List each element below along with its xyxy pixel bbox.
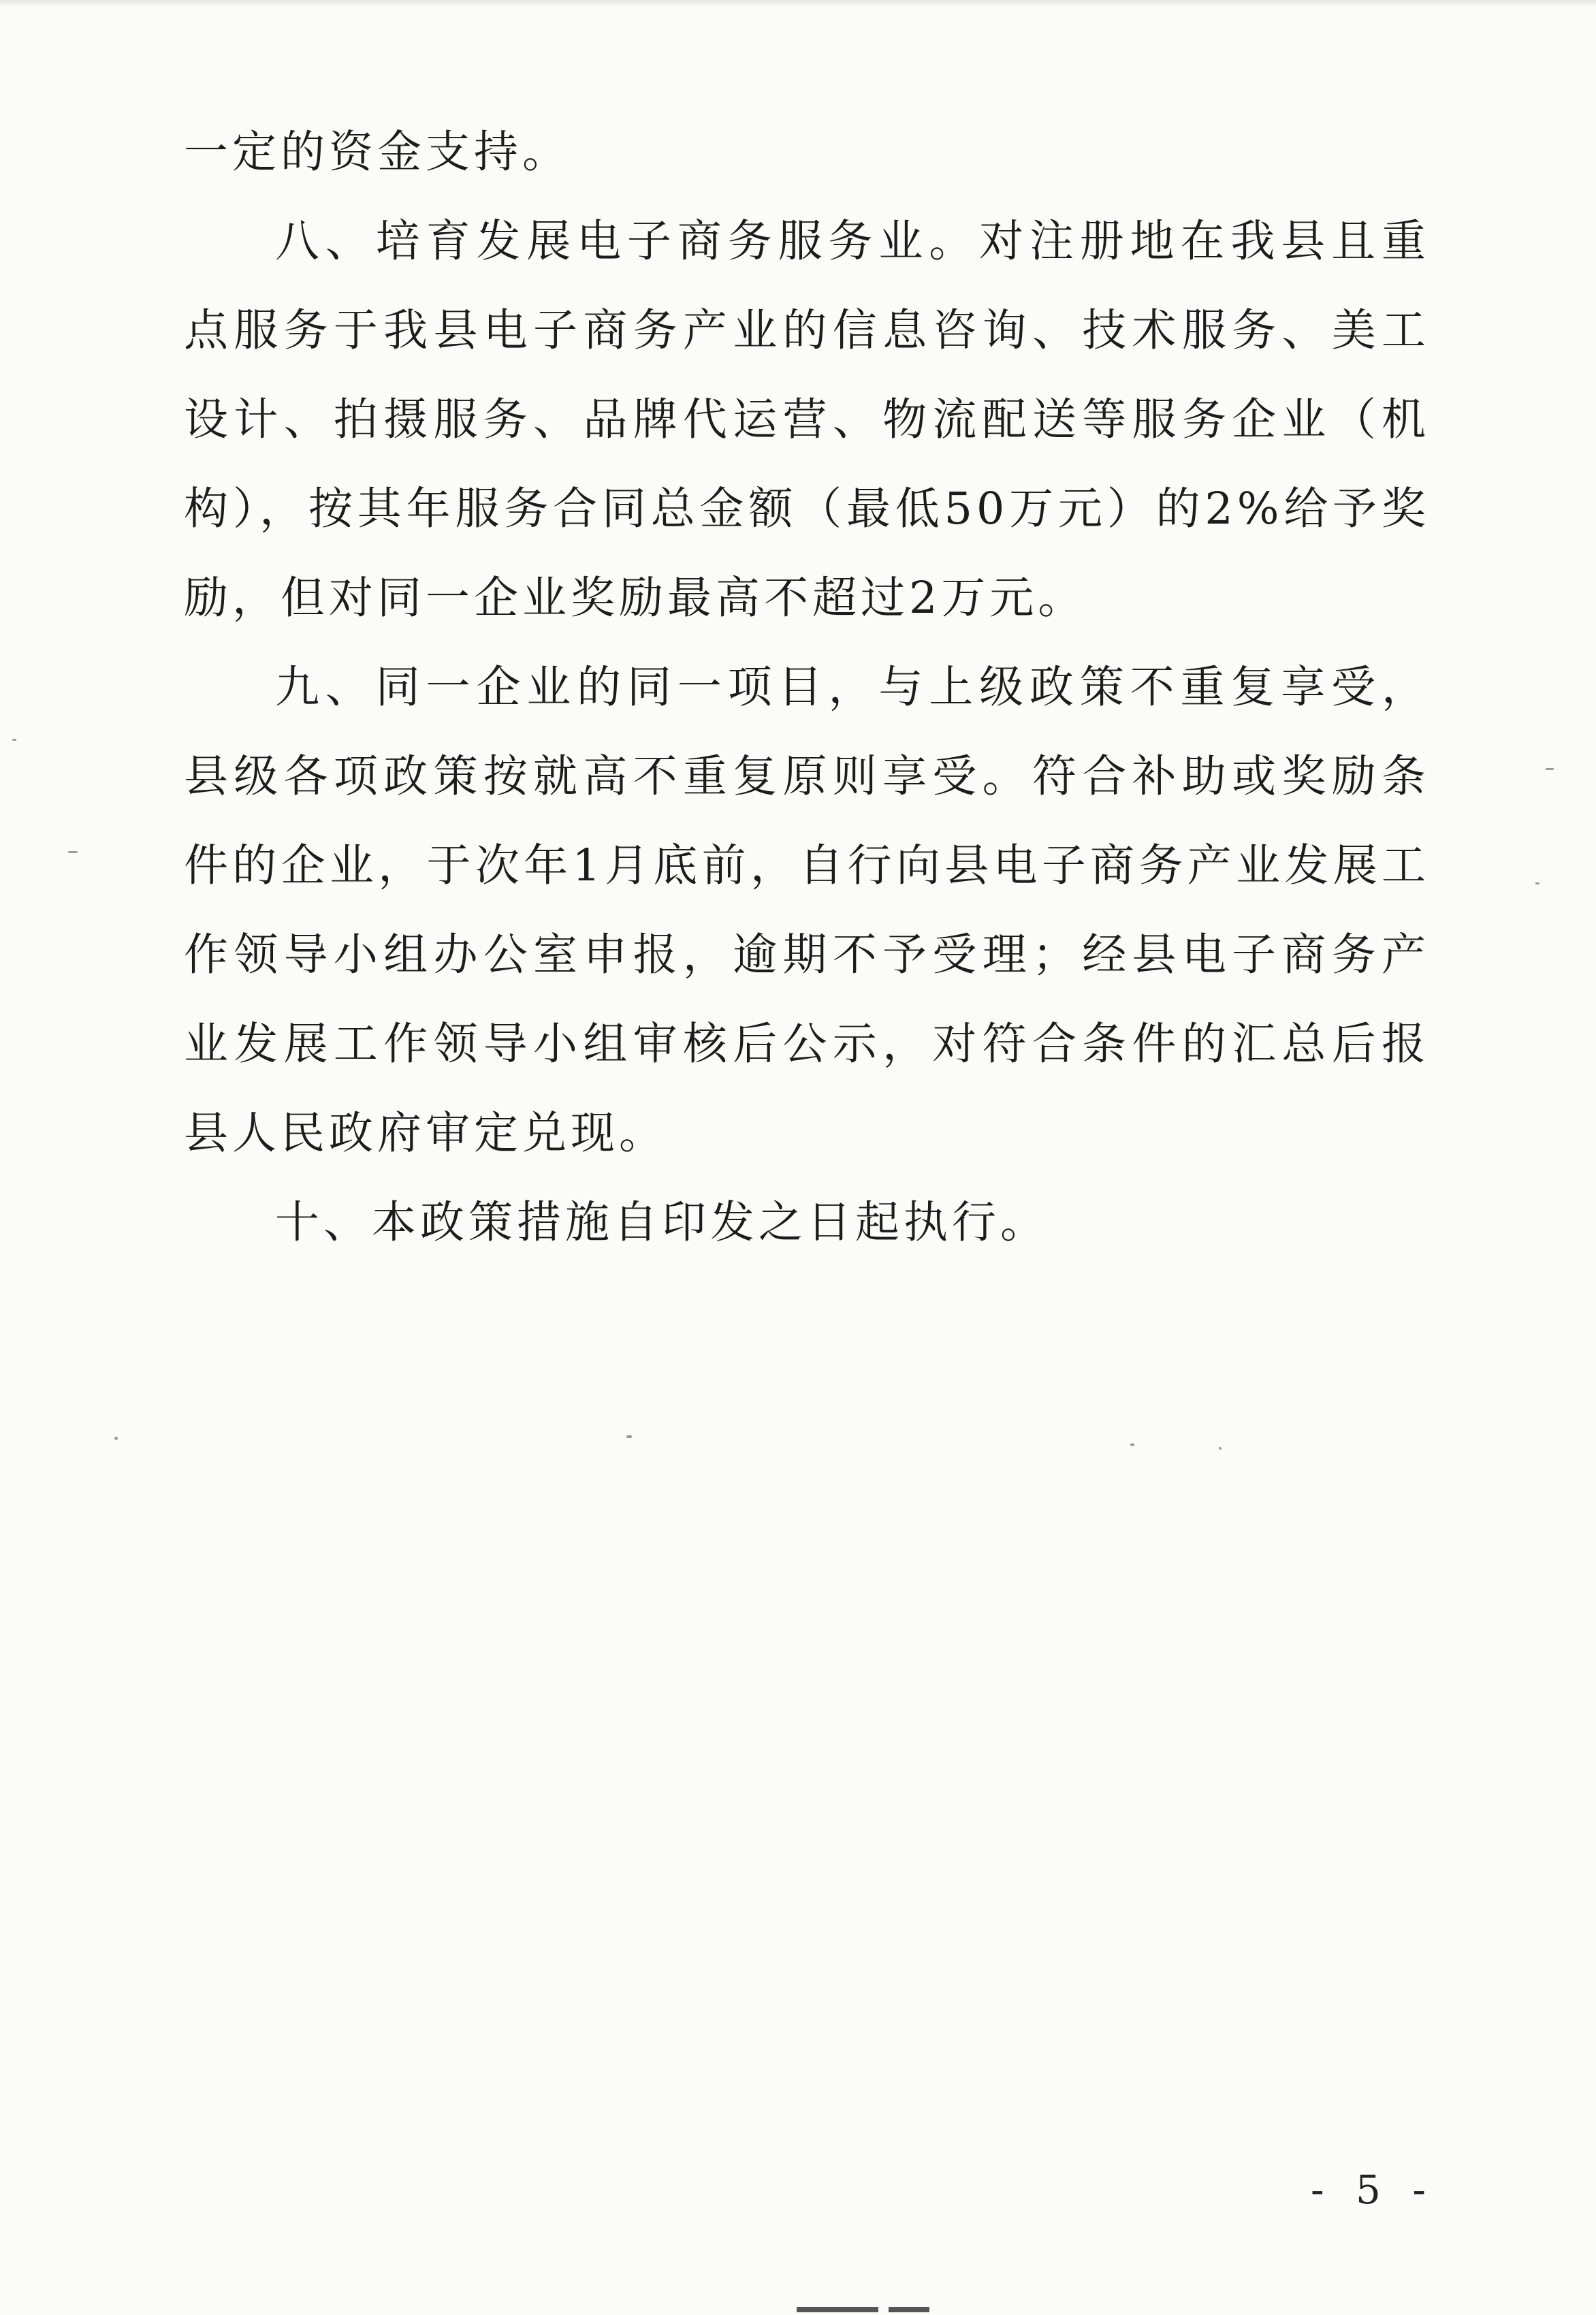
scan-speck bbox=[1535, 882, 1539, 884]
scan-speck bbox=[68, 851, 78, 853]
scan-speck bbox=[1546, 768, 1554, 770]
paragraph-item-9: 九、同一企业的同一项目，与上级政策不重复享受，县级各项政策按就高不重复原则享受。符合补助或奖励条件的企业，于次年1月底前，自行向县电子商务产业发展工作领导小组办公室申报，逾期不予受理；经县电子商务产业发展工作领导小组审核后公示，对符合条件的汇总后报县人民政府审定兑现。 bbox=[184, 662, 1430, 1159]
scan-bottom-mark bbox=[889, 2307, 929, 2312]
paragraph-item-8: 八、培育发展电子商务服务业。对注册地在我县且重点服务于我县电子商务产业的信息咨询、技术服务、美工设计、拍摄服务、品牌代运营、物流配送等服务企业（机构），按其年服务合同总金额（最低50万元）的2%给予奖励，但对同一企业奖励最高不超过2万元。 bbox=[184, 216, 1430, 624]
document-body bbox=[184, 108, 1430, 1267]
scan-bottom-mark bbox=[797, 2307, 878, 2312]
scan-speck bbox=[1219, 1447, 1222, 1450]
paragraph-continuation: 一定的资金支持。 bbox=[184, 127, 571, 178]
scan-top-edge bbox=[0, 0, 1596, 7]
scan-speck bbox=[626, 1435, 632, 1438]
scan-speck bbox=[114, 1437, 118, 1440]
page-number: - 5 - bbox=[1311, 2167, 1435, 2213]
paragraph-item-10: 十、本政策措施自印发之日起执行。 bbox=[275, 1197, 1049, 1248]
scan-speck bbox=[1130, 1443, 1134, 1446]
scan-speck bbox=[12, 739, 16, 741]
